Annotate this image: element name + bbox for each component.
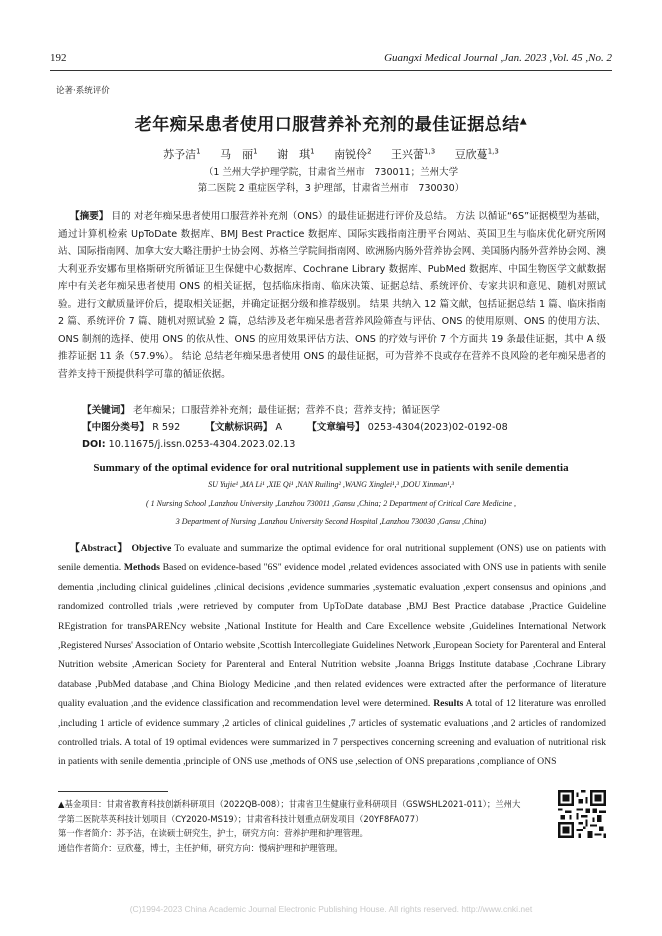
author: 豆欣蔓$^{1,3}$: [454, 147, 499, 161]
author-list: [0, 146, 662, 162]
author: 王兴蕾$^{1,3}$: [391, 147, 436, 161]
affiliation-line: （1 兰州大学护理学院，甘肃省兰州市 730011；兰州大学: [203, 167, 459, 178]
keywords-zh: 【关键词】 老年痴呆；口服营养补充剂；最佳证据；营养不良；营养支持；循证医学: [82, 405, 441, 416]
page-title: [0, 110, 662, 135]
funding-note: ▲基金项目：甘肃省教育科技创新科研项目（2022QB-008）；甘肃省卫生健康行业科研项目（GSWSHL2021-011）；兰州大学第二医院萃英科技计划项目（CY2020-MS19）；甘肃省科技计划重点研发项目（20YF8FA077）: [58, 799, 521, 824]
results-text: A total of 12 literature was enrolled ,including 1 article of evidence summary ,2 articles of clinical guidelines ,7 articles of systematic evaluations ,and 2 articles of randomized controlled trials. A total of 19 optimal evidences were summarized in 7 perspectives concerning screening and evaluation of nutritional risk in patients with senile dementia ,principle of ONS use ,methods of ONS use ,selection of ONS preparations ,compliance of ONS: [58, 698, 607, 768]
title-mark: ▲: [519, 116, 528, 127]
abstract-en: [58, 539, 606, 772]
doi-line: DOI: 10.11675/j.issn.0253-4304.2023.02.13: [82, 439, 296, 450]
copyright-watermark: (C)1994-2023 China Academic Journal Electronic Publishing House. All rights reserved. http://www.cnki.net: [129, 904, 533, 914]
footnotes: [58, 797, 528, 855]
running-header: [50, 52, 612, 68]
objective-label: 目的: [111, 211, 131, 222]
abstract-label: 【Abstract】: [70, 543, 129, 554]
author: 谢 琪$^1$: [277, 147, 315, 161]
first-author-note: 第一作者简介：苏予洁，在读硕士研究生，护士，研究方向：营养护理和护理管理。: [58, 828, 368, 838]
header-rule: [50, 70, 612, 71]
methods-label: Methods: [123, 562, 160, 574]
affiliation-line: 第二医院 2 重症医学科，3 护理部，甘肃省兰州市 730030）: [197, 183, 465, 194]
methods-label: 方法: [455, 211, 476, 222]
abstract-zh: [58, 208, 606, 383]
author: 南锐伶$^2$: [334, 147, 372, 161]
objective-label: Objective: [131, 543, 172, 554]
conclusion-label: 结论: [182, 351, 202, 362]
objective-text: To evaluate and summarize the optimal evidence for oral nutritional supplement (ONS) use on patients with senile dementia.: [58, 543, 606, 574]
methods-text: 以循证“6S”证据模型为基础，通过计算机检索 UpToDate 数据库、BMJ Best Practice 数据库、国际实践指南注册平台网站、英国卫生与临床优化研究所网站、国际指南网、加拿大安大略注册护士协会网、苏格兰学院间指南网、欧洲肠内肠外营养协会网、美国肠内肠外营养协会网、澳大利亚乔安娜布里格斯研究所循证卫生保健中心数据库、Cochrane Library 数据库、PubMed 数据库、中国生物医学文献数据库中有关老年痴呆患者使用 ONS 的相关证据，包括临床指南、临床决策、证据总结、系统评价、专家共识和意见、随机对照试验。进行文献质量评价后，提取相关证据，并确定证据分级和推荐级别。: [58, 211, 606, 310]
objective-text: 对老年痴呆患者使用口服营养补充剂（ONS）的最佳证据进行评价及总结。: [133, 211, 453, 222]
author: 苏予洁$^1$: [163, 147, 201, 161]
footnote-rule: [58, 791, 168, 792]
results-text: 共纳入 12 篇文献，包括证据总结 1 篇、临床指南 2 篇、系统评价 7 篇、随机对照试验 2 篇，总结涉及老年痴呆患者营养风险筛查与评估、ONS 的使用原则、ONS 的使用方法、ONS 制剂的选择、使用 ONS 的依从性、ONS 的应用效果评估方法、ONS 的疗效与评价 7 个方面共 19 条最佳证据，其中 A 级推荐证据 11 条（57.9%）。: [58, 298, 606, 362]
english-authors: SU Yujie¹ ,MA Li¹ ,XIE Qi¹ ,NAN Ruiling² ,WANG Xinglei¹,³ ,DOU Xinman¹,³: [208, 480, 454, 489]
english-affiliation: ( 1 Nursing School ,Lanzhou University ,Lanzhou 730011 ,Gansu ,China; 2 Department of Critical Care Medicine ,: [146, 499, 516, 508]
corresponding-author-note: 通信作者简介：豆欣蔓，博士，主任护师，研究方向：慢病护理和护理管理。: [58, 842, 343, 853]
journal-citation: Guangxi Medical Journal ,Jan. 2023 ,Vol. 45 ,No. 2: [384, 52, 612, 64]
results-label: Results: [433, 698, 464, 710]
page-number: 192: [50, 52, 67, 64]
qr-code-icon: [558, 790, 606, 838]
methods-text: Based on evidence-based "6S" evidence model ,related evidences associated with ONS use in patients with senile dementia ,including clinical guidelines ,clinical decisions ,evidence summaries ,systematic evaluation ,expert consensus and opinions ,and randomized controlled trials ,were retrieved by computer from UpToDate database ,BMJ Best Practice database ,Practice Guideline REgistration for transPARENcy website ,National Institute for Health and Care Excellence website ,Guidelines International Network ,Registered Nurses' Association of Ontario website ,Scottish Intercollegiate Guidelines Network ,European Society for Parenteral and Enteral Nutrition website ,American Society for Parenteral and Enteral Nutrition website ,Joanna Briggs Institute database ,Cochrane Library database ,PubMed database ,and China Biology Medicine ,and then related evidences were extracted after the performance of literature quality evaluation ,and the evidence classification and recommendation level were determined.: [58, 562, 607, 710]
section-label: 论著·系统评价: [56, 86, 110, 96]
author: 马 丽$^1$: [220, 147, 258, 161]
title-text: 老年痴呆患者使用口服营养补充剂的最佳证据总结: [134, 115, 520, 135]
english-affiliation: 3 Department of Nursing ,Lanzhou University Second Hospital ,Lanzhou 730030 ,Gansu ,China): [175, 517, 487, 526]
english-title: Summary of the optimal evidence for oral nutritional supplement use in patients with senile dementia: [93, 462, 569, 474]
conclusion-text: 总结老年痴呆患者使用 ONS 的最佳证据，可为营养不良或存在营养不良风险的老年痴呆患者的营养支持干预提供科学可靠的循证依据。: [58, 351, 607, 380]
results-label: 结果: [369, 298, 389, 310]
abstract-label: 【摘要】: [70, 211, 109, 222]
classification-line: 【中图分类号】 R 592 【文献标识码】 A 【文章编号】 0253-4304(2023)02-0192-08: [82, 422, 508, 433]
